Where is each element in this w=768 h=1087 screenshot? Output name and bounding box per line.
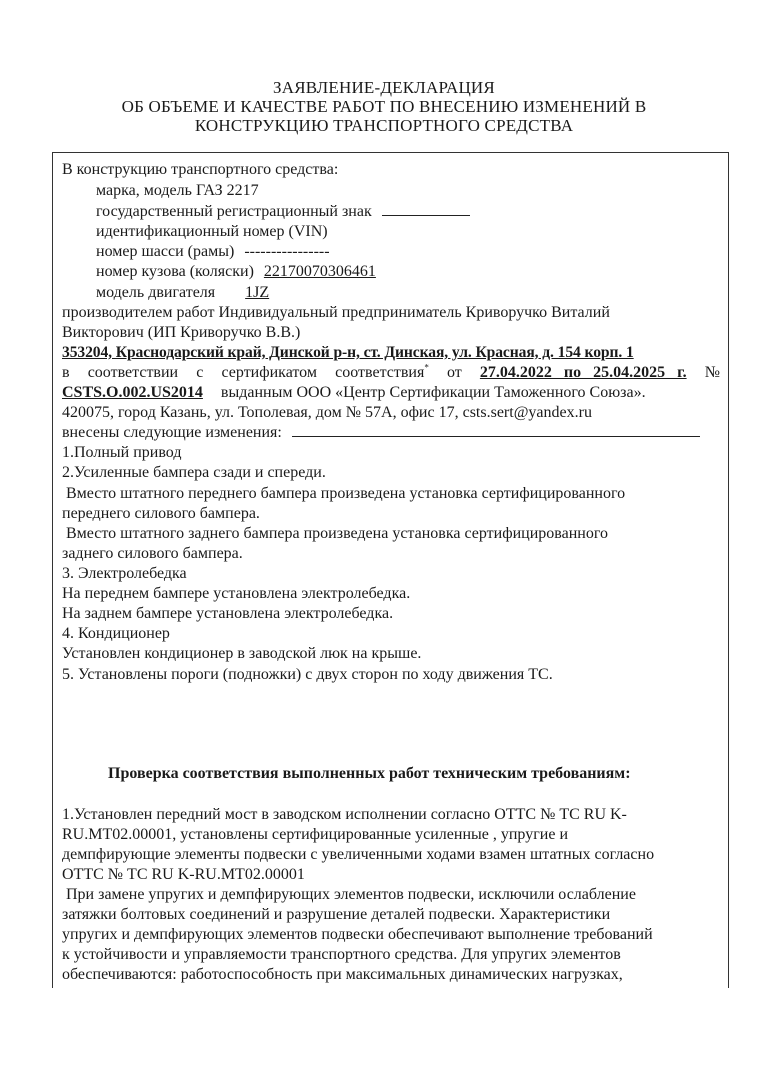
vehicle-make-model: марка, модель ГАЗ 2217 (96, 182, 259, 199)
change-line: На переднем бампере установлена электролебедка. (62, 585, 411, 602)
change-line: Вместо штатного переднего бампера произведена установка сертифицированного (62, 485, 626, 502)
cert-word-5: соответствия* (335, 362, 429, 381)
verification-line: затяжки болтовых соединений и разрушение деталей подвески. Характеристики (62, 906, 611, 923)
certificate-number: CSTS.O.002.US2014 (62, 384, 203, 401)
change-line: 4. Кондиционер (62, 625, 170, 642)
changes-label: внесены следующие изменения: (62, 424, 282, 441)
verification-line: обеспечиваются: работоспособность при максимальных динамических нагрузках, (62, 966, 623, 983)
cert-word-6: от (446, 364, 462, 381)
change-line: 5. Установлены пороги (подножки) с двух сторон по ходу движения ТС. (62, 666, 553, 683)
changes-blank (292, 436, 700, 437)
vin-label: идентификационный номер (VIN) (96, 223, 328, 240)
engine-row (96, 283, 269, 303)
issuer-address: 420075, город Казань, ул. Тополевая, дом № 57А, офис 17, csts.sert@yandex.ru (62, 404, 592, 421)
engine-label: модель двигателя (96, 284, 216, 301)
verification-line: 1.Установлен передний мост в заводском исполнении согласно ОТТС № ТС RU K- (62, 806, 627, 823)
change-line: Вместо штатного заднего бампера произведена установка сертифицированного (62, 525, 608, 542)
verification-line: RU.MT02.00001, установлены сертифицированные усиленные , упругие и (62, 826, 569, 843)
chassis-value: ---------------- (244, 243, 330, 260)
change-line: На заднем бампере установлена электролебедка. (62, 605, 394, 622)
change-line: заднего силового бампера. (62, 545, 243, 562)
document-title-line-1: ЗАЯВЛЕНИЕ-ДЕКЛАРАЦИЯ (273, 78, 495, 97)
chassis-label: номер шасси (рамы) (96, 243, 235, 260)
change-line: 3. Электролебедка (62, 565, 187, 582)
cert-word-4: сертификатом (221, 364, 317, 381)
body-number-value: 22170070306461 (263, 263, 376, 280)
changes-label-row (62, 423, 700, 443)
engine-value: 1JZ (245, 284, 270, 301)
document-title-line-3: КОНСТРУКЦИЮ ТРАНСПОРТНОГО СРЕДСТВА (194, 116, 574, 135)
change-line: 2.Усиленные бампера сзади и спереди. (62, 464, 326, 481)
change-line: 1.Полный привод (62, 444, 182, 461)
verification-line: упругих и демпфирующих элементов подвески обеспечивают выполнение требований (62, 926, 653, 943)
verification-heading: Проверка соответствия выполненных работ техническим требованиям: (108, 765, 631, 782)
cert-word-1: в (62, 364, 70, 381)
verification-line: ОТТС № ТС RU K-RU.MT02.00001 (62, 866, 305, 883)
contractor-line-2: Викторович (ИП Криворучко В.В.) (62, 324, 301, 341)
change-line: Установлен кондиционер в заводской люк на крыше. (62, 645, 422, 662)
change-line: переднего силового бампера. (62, 505, 260, 522)
verification-line: При замене упругих и демпфирующих элементов подвески, исключили ослабление (62, 886, 636, 903)
cert-asterisk: * (424, 362, 429, 373)
cert-word-2: соответствии (87, 364, 179, 381)
contractor-line-1: производителем работ Индивидуальный предприниматель Криворучко Виталий (62, 304, 610, 321)
cert-number-sign: № (704, 364, 720, 381)
vehicle-intro: В конструкцию транспортного средства: (62, 161, 339, 178)
certificate-issuer: выданным ООО «Центр Сертификации Таможенного Союза». (220, 384, 646, 401)
cert-dates: 27.04.2022 по 25.04.2025 г. (479, 364, 687, 381)
reg-sign-row (96, 202, 470, 222)
reg-sign-blank (382, 215, 470, 216)
body-number-label: номер кузова (коляски) (96, 263, 254, 280)
contractor-address: 353204, Краснодарский край, Динской р-н, ст. Динская, ул. Красная, д. 154 корп. 1 (62, 344, 634, 361)
body-number-row (96, 262, 376, 282)
reg-sign-label: государственный регистрационный знак (96, 203, 372, 220)
certificate-line (62, 363, 720, 383)
certificate-number-row (62, 383, 646, 403)
chassis-row (96, 242, 330, 262)
cert-word-3: с (196, 364, 204, 381)
verification-line: демпфирующие элементы подвески с увеличенными ходами взамен штатных согласно (62, 846, 655, 863)
document-title-line-2: ОБ ОБЪЕМЕ И КАЧЕСТВЕ РАБОТ ПО ВНЕСЕНИЮ ИЗМЕНЕНИЙ В (121, 97, 647, 116)
verification-line: к устойчивости и управляемости транспортного средства. Для упругих элементов (62, 946, 621, 963)
